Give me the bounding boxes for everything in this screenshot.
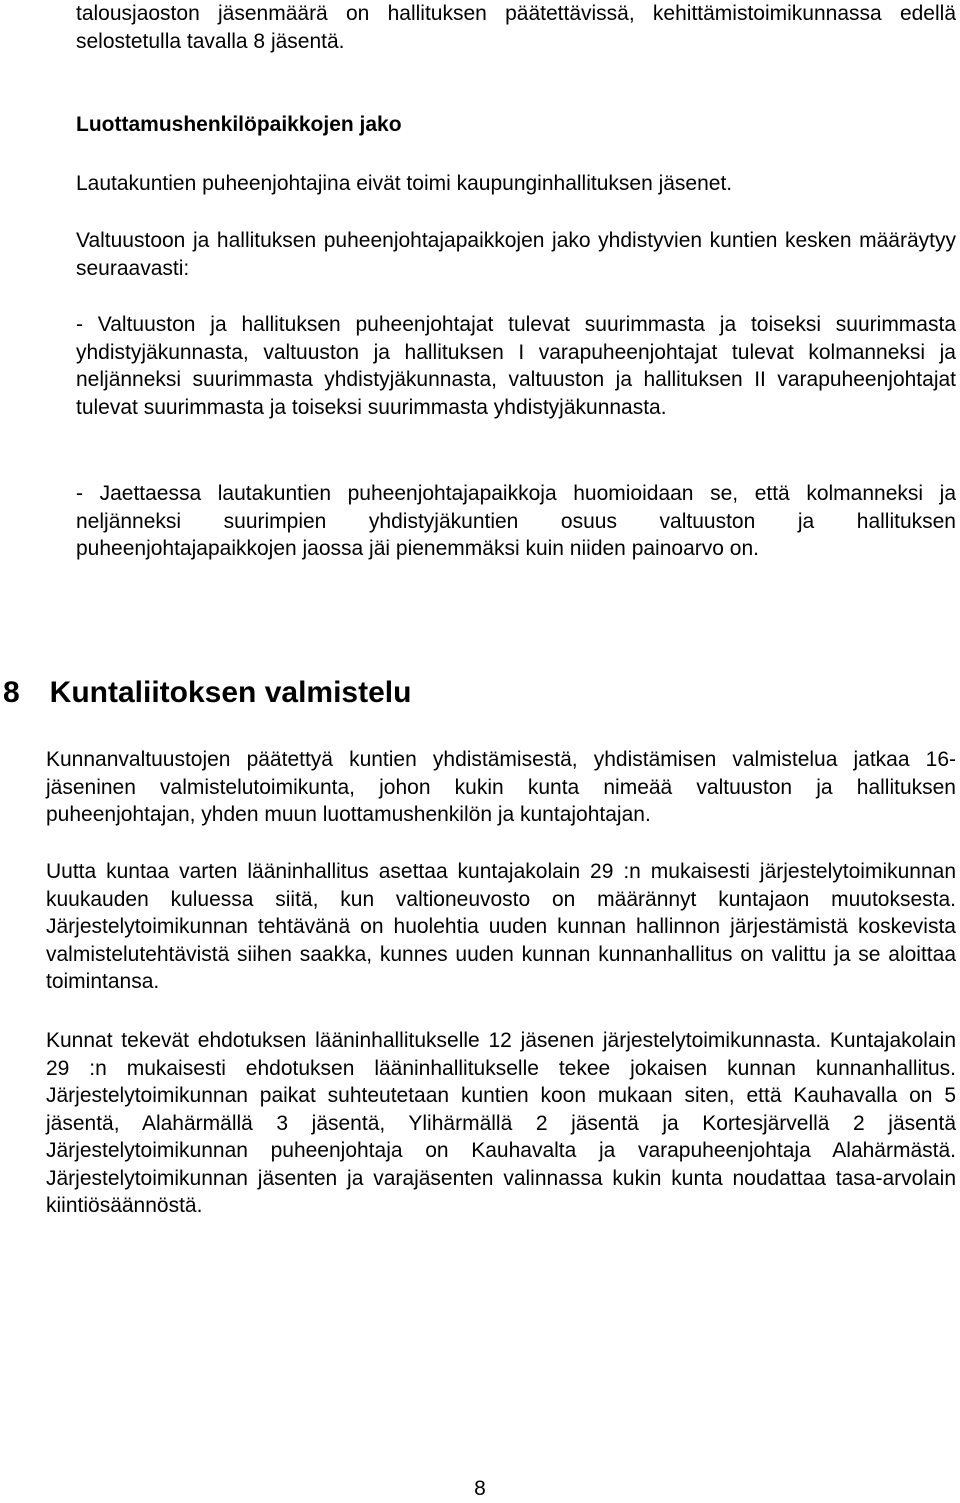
paragraph-jasenten-valinta: Kunnat tekevät ehdotuksen lääninhallitukselle 12 jäsenen järjestelytoimikunnasta. Kuntajakolain 29 :n mukaisesti ehdotuksen lääninhallitukselle tekee jokaisen kunnan kunnanhallitus. Järjestelytoimikunnan paikat suhteutetaan kuntien koon mukaan siten, että Kauhavalla on 5 jäsentä, Alahärmällä 3 jäsentä, Ylihärmällä 2 jäsentä ja Kortesjärvellä 2 jäsentä Järjestelytoimikunnan puheenjohtaja on Kauhavalta ja varapuheenjohtaja Alahärmästä. Järjestelytoimikunnan jäsenten ja varajäsenten valinnassa kukin kunta noudattaa tasa-arvolain kiintiösäännöstä. — [46, 1029, 956, 1217]
subheading-luottamushenkilopaikat: Luottamushenkilöpaikkojen jako — [76, 113, 402, 136]
paragraph-valmistelutoimikunta: Kunnanvaltuustojen päätettyä kuntien yhdistämisestä, yhdistämisen valmistelua jatkaa 16-jäseninen valmistelutoimikunta, johon kukin kunta nimeää valtuuston ja hallituksen puheenjohtajan, yhden muun luottamushenkilön ja kuntajohtajan. — [46, 748, 956, 826]
paragraph-jarjestelytoimikunta: Uutta kuntaa varten lääninhallitus asettaa kuntajakolain 29 :n mukaisesti järjestelytoimikunnan kuukauden kuluessa siitä, kun valtioneuvosto on määrännyt kuntajaon muutoksesta. Järjestelytoimikunnan tehtävänä on huolehtia uuden kunnan hallinnon järjestämistä koskevista valmistelutehtävistä siihen saakka, kunnes uuden kunnan kunnanhallitus on valittu ja se aloittaa toimintansa. — [46, 860, 956, 993]
bullet-valtuuston-hallituksen-puheenjohtajat: - Valtuuston ja hallituksen puheenjohtajat tulevat suurimmasta ja toiseksi suurimmasta yhdistyjäkunnasta, valtuuston ja hallituksen I varapuheenjohtajat tulevat kolmanneksi ja neljänneksi suurimmasta yhdistyjäkunnasta, valtuuston ja hallituksen II varapuheenjohtajat tulevat suurimmasta ja toiseksi suurimmasta yhdistyjäkunnasta. — [76, 313, 956, 419]
section-heading-kuntaliitoksen-valmistelu: 8 Kuntaliitoksen valmistelu — [3, 676, 412, 709]
paragraph-puheenjohtajapaikkojen-jako: Valtuustoon ja hallituksen puheenjohtajapaikkojen jako yhdistyvien kuntien kesken määräytyy seuraavasti: — [76, 229, 956, 280]
paragraph-intro-continuation: talousjaoston jäsenmäärä on hallituksen päätettävissä, kehittämistoimikunnassa edellä selostetulla tavalla 8 jäsentä. — [76, 2, 956, 53]
bullet-lautakuntien-puheenjohtajapaikat: - Jaettaessa lautakuntien puheenjohtajapaikkoja huomioidaan se, että kolmanneksi ja neljänneksi suurimpien yhdistyjäkuntien osuus valtuuston ja hallituksen puheenjohtajapaikkojen jaossa jäi pienemmäksi kuin niiden painoarvo on. — [76, 482, 956, 560]
page-number: 8 — [474, 1477, 486, 1500]
paragraph-lautakuntien-puheenjohtajat: Lautakuntien puheenjohtajina eivät toimi kaupunginhallituksen jäsenet. — [76, 172, 733, 195]
